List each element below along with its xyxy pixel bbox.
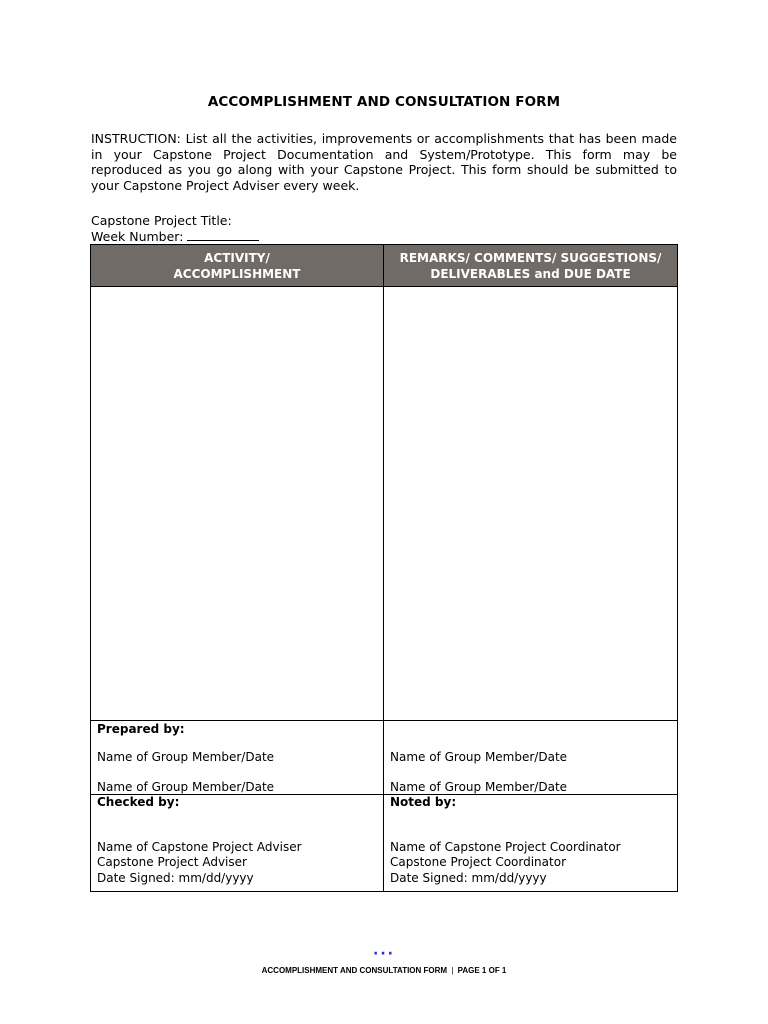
page-footer	[0, 966, 768, 975]
adviser-date-signed: Date Signed: mm/dd/yyyy	[97, 871, 254, 885]
prepared-left-cell	[90, 720, 384, 795]
group-member-2: Name of Group Member/Date	[97, 780, 275, 794]
coordinator-date-signed: Date Signed: mm/dd/yyyy	[390, 871, 547, 885]
header-remarks-line1: REMARKS/ COMMENTS/ SUGGESTIONS/	[399, 250, 662, 265]
header-activity-line2: ACCOMPLISHMENT	[173, 266, 301, 281]
prepared-right-cell	[383, 720, 678, 795]
footer-separator: |	[451, 966, 454, 975]
week-number-blank	[187, 229, 259, 241]
header-remarks	[383, 244, 678, 287]
remarks-entry-cell[interactable]	[383, 286, 678, 721]
prepared-by-label: Prepared by:	[97, 722, 185, 736]
coordinator-title: Capstone Project Coordinator	[390, 855, 566, 869]
footer-dots-marker: ···	[373, 946, 395, 962]
week-number-field	[91, 229, 259, 244]
noted-by-label: Noted by:	[390, 795, 457, 809]
form-title: ACCOMPLISHMENT AND CONSULTATION FORM	[207, 94, 561, 110]
adviser-name: Name of Capstone Project Adviser	[97, 840, 302, 854]
header-remarks-line2: DELIVERABLES and DUE DATE	[430, 266, 631, 281]
project-title-field	[91, 213, 232, 228]
coordinator-name: Name of Capstone Project Coordinator	[390, 840, 621, 854]
header-activity-line1: ACTIVITY/	[204, 250, 270, 265]
group-member-3: Name of Group Member/Date	[390, 750, 568, 764]
footer-form-name: ACCOMPLISHMENT AND CONSULTATION FORM	[261, 966, 448, 975]
footer-page-label: PAGE 1 OF 1	[457, 966, 507, 975]
group-member-4: Name of Group Member/Date	[390, 780, 568, 794]
group-member-1: Name of Group Member/Date	[97, 750, 275, 764]
header-activity	[90, 244, 384, 287]
adviser-title: Capstone Project Adviser	[97, 855, 247, 869]
noted-by-cell	[383, 794, 678, 892]
checked-by-cell	[90, 794, 384, 892]
project-title-label: Capstone Project Title:	[91, 213, 232, 228]
consultation-table	[90, 244, 678, 892]
activity-entry-cell[interactable]	[90, 286, 384, 721]
instruction-text: INSTRUCTION: List all the activities, improvements or accomplishments that has been made in your Capstone Project Documentation and System/Prototype. This form may be reproduced as you go along with your Capstone Project. This form should be submitted to your Capstone Project Adviser every week.	[91, 131, 677, 193]
week-number-label: Week Number:	[91, 229, 184, 244]
checked-by-label: Checked by:	[97, 795, 180, 809]
